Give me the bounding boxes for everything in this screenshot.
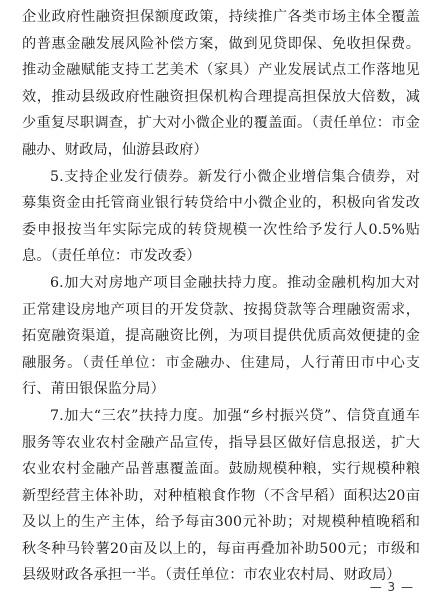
page-number: — 3 —	[369, 580, 414, 594]
document-page	[22, 4, 420, 589]
paragraph-4: 7.加大“三农”扶持力度。加强“乡村振兴贷”、信贷直通车服务等农业农村金融产品宣传，指导县区做好信息报送，扩大农业农村金融产品普惠覆盖面。鼓励规模种粮，实行规模种粮新型经营主体补助，对种植粮食作物（不含早稻）面积达20亩及以上的生产主体，给予每亩300元补助；对规模种植晚稻和秋冬种马铃薯20亩及以上的，每亩再叠加补助500元；市级和县级财政各承担一半。（责任单位：市农业农村局、财政局）	[22, 407, 420, 584]
paragraph-3: 6.加大对房地产项目金融扶持力度。推动金融机构加大对正常建设房地产项目的开发贷款、按揭贷款等合理融资需求，拓宽融资渠道，提高融资比例，为项目提供优质高效便捷的金融服务。（责任单位：市金融办、住建局，人行莆田市中心支行、莆田银保监分局）	[22, 274, 420, 398]
paragraph-1: 企业政府性融资担保额度政策，持续推广各类市场主体全覆盖的普惠金融发展风险补偿方案，做到见贷即保、免收担保费。推动金融赋能支持工艺美术（家具）产业发展试点工作落地见效，推动县级政府性融资担保机构合理提高担保放大倍数，减少重复尽职调查，扩大对小微企业的覆盖面。（责任单位：市金融办、财政局，仙游县政府）	[22, 9, 420, 158]
paragraph-2: 5.支持企业发行债券。新发行小微企业增信集合债券，对募集资金由托管商业银行转贷给中小微企业的，积极向省发改委申报按当年实际完成的转贷规模一次性给予发行人0.5%贴息。（责任单位：市发改委）	[22, 168, 420, 265]
